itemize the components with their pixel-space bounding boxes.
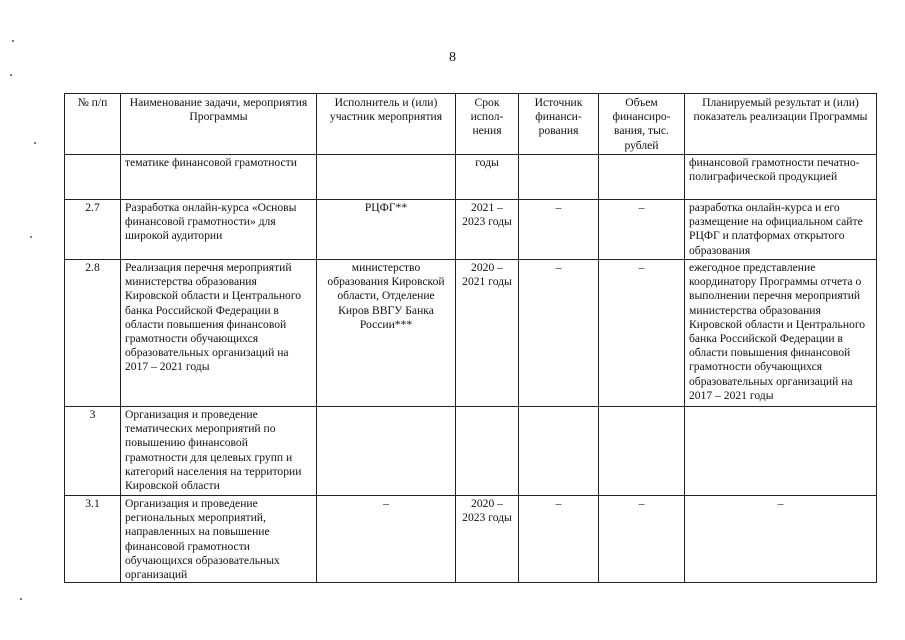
program-activities-table (64, 93, 877, 583)
cell-num: 2.7 (65, 200, 121, 260)
cell-source: – (519, 260, 599, 407)
table-row (65, 496, 877, 583)
header-source: Источник финанси-рования (519, 94, 599, 155)
header-task: Наименование задачи, мероприятия Программы (121, 94, 317, 155)
cell-num (65, 155, 121, 200)
cell-source (519, 155, 599, 200)
header-result: Планируемый результат и (или) показатель реализации Программы (685, 94, 877, 155)
cell-num: 3.1 (65, 496, 121, 583)
scan-speck (20, 598, 22, 600)
cell-volume (599, 407, 685, 496)
table-row (65, 155, 877, 200)
cell-volume (599, 155, 685, 200)
table-header-row (65, 94, 877, 155)
cell-result: ежегодное представление координатору Программы отчета о выполнении перечня мероприятий министерства образования Кировской области и Центрального банка Российской Федерации в области повышения финансовой грамотности обучающихся образовательных организаций на 2017 – 2021 годы (685, 260, 877, 407)
cell-executor: РЦФГ** (317, 200, 456, 260)
cell-executor (317, 155, 456, 200)
scan-speck (12, 40, 14, 42)
cell-task: тематике финансовой грамотности (121, 155, 317, 200)
header-executor: Исполнитель и (или) участник мероприятия (317, 94, 456, 155)
cell-num: 3 (65, 407, 121, 496)
cell-task: Организация и проведение тематических мероприятий по повышению финансовой грамотности для целевых групп и категорий населения на территории Кировской области (121, 407, 317, 496)
table-row (65, 407, 877, 496)
cell-result: – (685, 496, 877, 583)
cell-volume: – (599, 260, 685, 407)
cell-executor: министерство образования Кировской области, Отделение Киров ВВГУ Банка России*** (317, 260, 456, 407)
scan-speck (10, 74, 12, 76)
cell-result: разработка онлайн-курса и его размещение на официальном сайте РЦФГ и платформах открытого образования (685, 200, 877, 260)
table-row (65, 260, 877, 407)
cell-term: 2020 – 2023 годы (456, 496, 519, 583)
cell-task: Реализация перечня мероприятий министерства образования Кировской области и Центрального банка Российской Федерации в области повышения финансовой грамотности обучающихся образовательных организаций на 2017 – 2021 годы (121, 260, 317, 407)
scan-speck (34, 142, 36, 144)
cell-term: 2021 – 2023 годы (456, 200, 519, 260)
cell-volume: – (599, 200, 685, 260)
scan-speck (30, 236, 32, 238)
cell-source: – (519, 200, 599, 260)
cell-source (519, 407, 599, 496)
table-row (65, 200, 877, 260)
cell-result (685, 407, 877, 496)
header-term: Срок испол-нения (456, 94, 519, 155)
page-number: 8 (449, 50, 456, 65)
cell-task: Организация и проведение региональных мероприятий, направленных на повышение финансовой грамотности обучающихся образовательных организаций (121, 496, 317, 583)
cell-executor (317, 407, 456, 496)
cell-term (456, 407, 519, 496)
cell-source: – (519, 496, 599, 583)
header-num: № п/п (65, 94, 121, 155)
cell-task: Разработка онлайн-курса «Основы финансовой грамотности» для широкой аудитории (121, 200, 317, 260)
cell-num: 2.8 (65, 260, 121, 407)
cell-volume: – (599, 496, 685, 583)
cell-term: годы (456, 155, 519, 200)
header-volume: Объем финансиро-вания, тыс. рублей (599, 94, 685, 155)
cell-executor: – (317, 496, 456, 583)
cell-result: финансовой грамотности печатно-полиграфической продукцией (685, 155, 877, 200)
cell-term: 2020 – 2021 годы (456, 260, 519, 407)
